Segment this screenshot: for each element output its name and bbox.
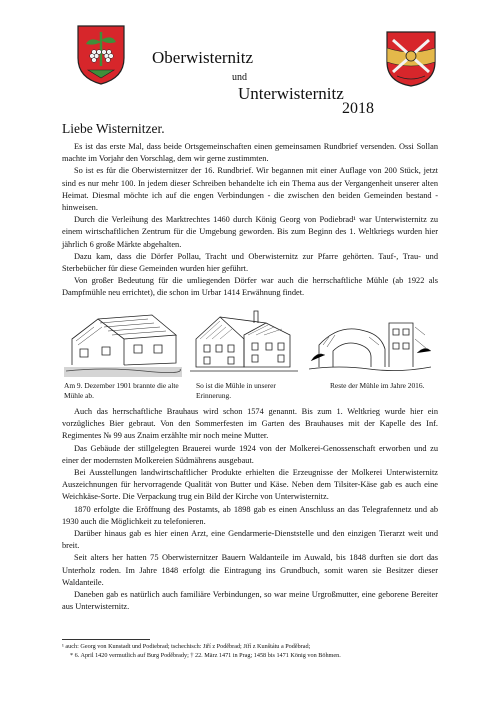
remembered-mill-illustration: [190, 305, 298, 377]
caption-burned-mill: Am 9. Dezember 1901 brannte die alte Mühle ab.: [64, 381, 179, 400]
unterwisternitz-crest-icon: [383, 28, 439, 88]
paragraph: Dazu kam, dass die Dörfer Pollau, Tracht und Oberwisternitz zur Pfarre gehörten. Tauf-, Trau- und Sterbebücher für diese Gemeinden wurden hier geführt.: [62, 251, 438, 274]
caption-remembered-mill: So ist die Mühle in unserer Erinnerung.: [196, 381, 276, 400]
body-section-bottom: [62, 406, 438, 613]
paragraph: So ist es für die Oberwisternitzer der 16. Rundbrief. Wir begannen mit einer Auflage von 200 Stück, jetzt sind es nur mehr 100. In jedem dieser Schreiben behandelte ich ein Thema aus der Vergangenheit unserer alten Heimat. Diesmal möchte ich auf die engen Verbindungen - die zwischen den beiden Gemeinden bestand - hinweisen.: [62, 166, 438, 213]
mill-remains-illustration: [309, 305, 431, 377]
paragraph: Bei Ausstellungen landwirtschaftlicher Produkte erhielten die Erzeugnisse der Molkerei Unterwisternitz Auszeichnungen für hervorragende Qualität von Butter und Käse. Neben dem Tilsiter-Käse gab es auch eine Weichkäse-Sorte. Die Verpackung trug ein Bild der Kirche von Unterwisternitz.: [62, 468, 438, 502]
oberwisternitz-crest-icon: [74, 22, 128, 86]
paragraph: Das Gebäude der stillgelegten Brauerei wurde 1924 von der Molkerei-Genossenschaft erworben und zu einer der modernsten Molkereien Südmährens ausgebaut.: [62, 443, 438, 465]
body-section-top: [62, 141, 438, 300]
title-year: 2018: [342, 100, 374, 117]
paragraph: Darüber hinaus gab es hier einen Arzt, eine Gendarmerie-Dienststelle und den einzigen Tierarzt weit und breit.: [62, 529, 438, 551]
footnote-1: ¹ auch: Georg von Kunstadt und Podiebrad; tschechisch: Jiří z Poděbrad; Jiří z Kunštátu a Poděbrad;: [62, 643, 311, 650]
paragraph: Daneben gab es natürlich auch familiäre Verbindungen, so war meine Urgroßmutter, eine geborene Bereiter aus Unterwisternitz.: [62, 590, 438, 612]
title-unterwisternitz: Unterwisternitz: [238, 84, 344, 103]
title-and: und: [232, 72, 247, 83]
paragraph: Durch die Verleihung des Marktrechtes 1460 durch König Georg von Podiebrad¹ war Unterwisternitz zu einem wirtschaftlichen Zentrum für die Umgebung geworden. Bis zum Beginn des 1. Weltkriegs wurden hier jährlich 6 große Märkte abgehalten.: [62, 215, 438, 249]
caption-mill-remains: Reste der Mühle im Jahre 2016.: [330, 381, 425, 390]
burned-mill-illustration: [64, 305, 182, 377]
paragraph: Auch das herrschaftliche Brauhaus wird schon 1574 genannt. Bis zum 1. Weltkrieg wurde hier ein vorzügliches Bier gebraut. Von den Sommerfesten im Garten des Brauhauses mit der Kapelle des Inf. Regimentes № 99 aus Znaim erzählte mir noch meine Mutter.: [62, 407, 438, 441]
paragraph: Es ist das erste Mal, dass beide Ortsgemeinschaften einen gemeinsamen Rundbrief versenden. Ossi Sollan machte im Vorjahr den Vorschlag, dem wir gerne zustimmten.: [62, 142, 438, 164]
title-oberwisternitz: Oberwisternitz: [152, 48, 254, 67]
paragraph: Von großer Bedeutung für die umliegenden Dörfer war auch die herrschaftliche Mühle (ab 1922 als Dampfmühle neu errichtet), die schon im Urbar 1414 Erwähnung findet.: [62, 276, 438, 298]
salutation: Liebe Wisternitzer.: [62, 121, 165, 136]
paragraph: 1870 erfolgte die Eröffnung des Postamts, ab 1898 gab es einen Anschluss an das Telegrafennetz und ab 1930 auch die Möglichkeit zu telefonieren.: [62, 504, 438, 526]
footnote-divider: [62, 639, 150, 640]
paragraph: Seit alters her hatten 75 Oberwisternitzer Bauern Waldanteile im Auwald, bis 1848 durften sie dort das Unterholz roden. Im Jahre 1848 erfolgt die Eintragung ins Grundbuch, somit waren sie Besitzer dieser Waldanteile.: [62, 553, 438, 587]
footnote-2: * 6. April 1420 vermutlich auf Burg Poděbrady; † 22. März 1471 in Prag; 1458 bis 1471 König von Böhmen.: [70, 652, 341, 659]
